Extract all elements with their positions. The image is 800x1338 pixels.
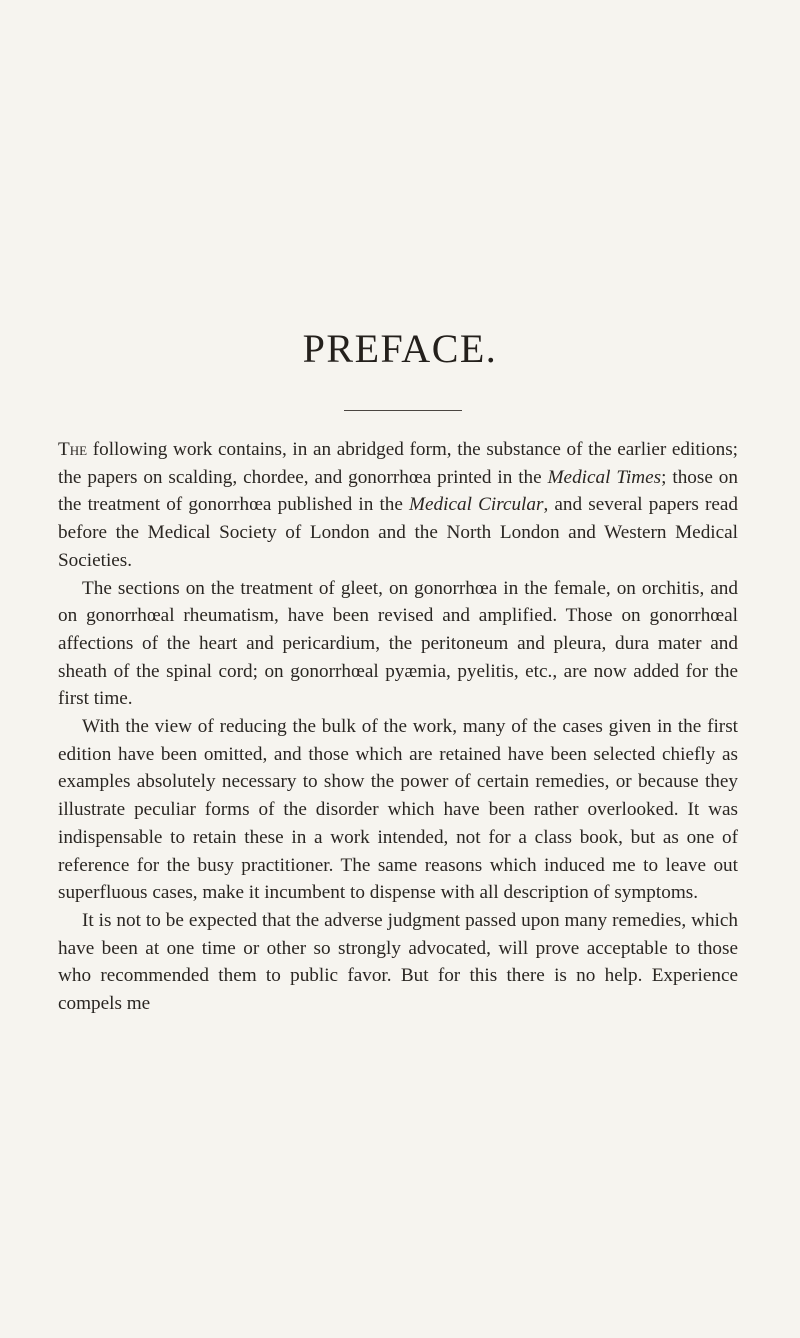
page-title: PREFACE. xyxy=(302,326,498,371)
paragraph-text: It is not to be expected that the adverse judgment passed upon many remedies, which have been at one time or other so strongly advocated, will prove acceptable to those who recommended them to public favor. But for this there is no help. Experience compels me xyxy=(58,909,738,1015)
italic-title: Medical Circular xyxy=(409,494,544,516)
paragraph-text: following work contains, in an abridged form, the substance of the earlier editions; the papers on scalding, chordee, and gonorrhœa printed in the xyxy=(58,439,738,488)
preface-body xyxy=(58,436,738,1018)
paragraph-lead-word: The xyxy=(58,439,88,460)
paragraph-text: With the view of reducing the bulk of the work, many of the cases given in the first edition have been omitted, and those which are retained have been selected chiefly as examples absolutely necessary to show the power of certain remedies, or because they illustrate peculiar forms of the disorder which have been rather overlooked. It was indispensable to retain these in a work intended, not for a class book, but as one of reference for the busy practitioner. The same reasons which induced me to leave out superfluous cases, make it incumbent to dispense with all description of symptoms. xyxy=(58,716,738,904)
paragraph-text: The sections on the treatment of gleet, on gonorrhœa in the female, on orchitis, and on gonorrhœal rheumatism, have been revised and amplified. Those on gonorrhœal affections of the heart and pericardium, the peritoneum and pleura, dura mater and sheath of the spinal cord; on gonorrhœal pyæmia, pyelitis, etc., are now added for the first time. xyxy=(58,577,738,710)
paragraph xyxy=(58,436,738,575)
paragraph xyxy=(58,575,738,714)
paragraph-text: ; those on the treatment of gonorrhœa published in the xyxy=(58,466,738,516)
italic-title: Medical Times xyxy=(547,466,662,488)
title-divider xyxy=(344,410,462,411)
paragraph xyxy=(58,907,738,1018)
paragraph-text: , and several papers read before the Medical Society of London and the North London and Western Medical Societies. xyxy=(58,494,738,571)
paragraph xyxy=(58,713,738,907)
